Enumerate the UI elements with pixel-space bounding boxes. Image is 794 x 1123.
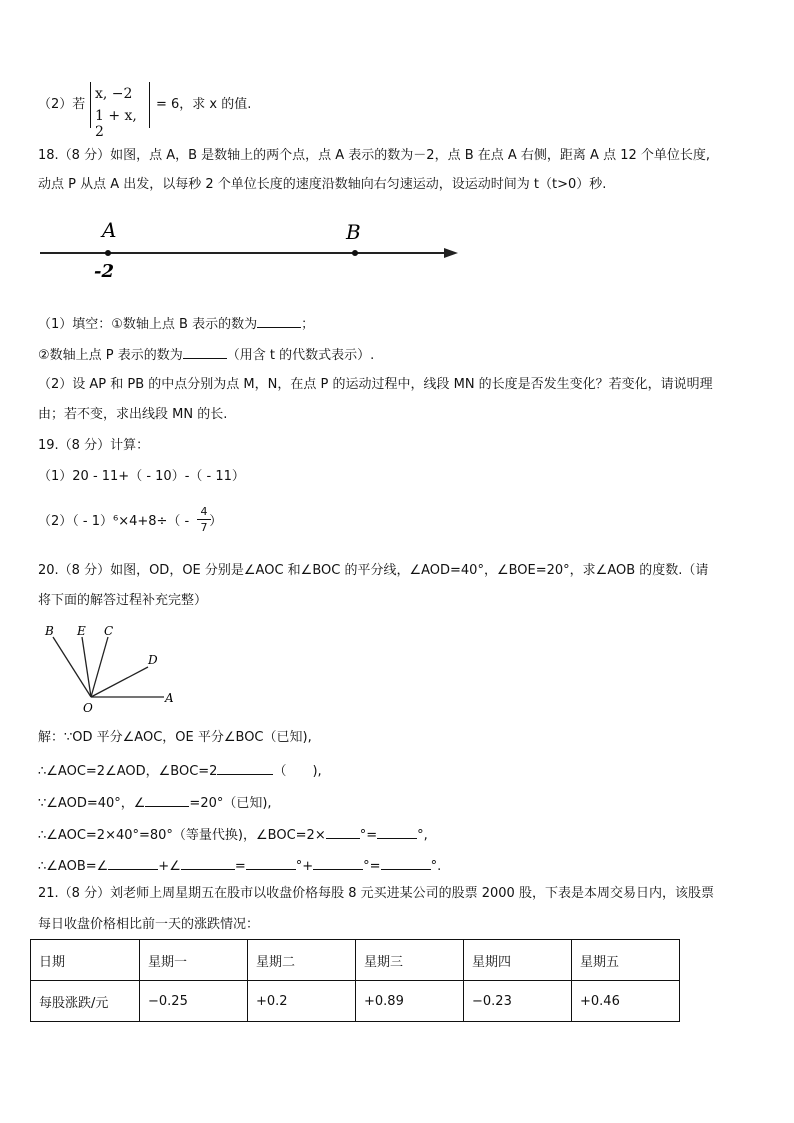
fig-label-o: O	[83, 701, 93, 715]
q18-fill2	[38, 344, 374, 365]
table-row	[31, 981, 680, 1022]
q20-sol4-suffix: °,	[417, 828, 428, 843]
q17-part2-prefix: （2）若	[38, 97, 86, 112]
q19-part2-suffix: ）	[209, 514, 223, 529]
fig-label-e: E	[77, 624, 86, 638]
q18-line2: 动点 P 从点 A 出发，以每秒 2 个单位长度的速度沿数轴向右匀速运动，设运动时间为 t（t>0）秒.	[38, 177, 607, 192]
label-b: B	[346, 220, 361, 244]
fig-label-a: A	[165, 691, 174, 705]
table-cell: +0.89	[356, 981, 464, 1022]
q20-sol4	[38, 824, 428, 845]
q21-line2: 每日收盘价格相比前一天的涨跌情况：	[38, 917, 260, 932]
q20-sol4-prefix: ∴∠AOC=2×40°=80°（等量代换)，∠BOC=2×	[38, 828, 326, 843]
table-header-cell: 星期一	[140, 940, 248, 981]
q20-sol2-suffix: （ ),	[273, 764, 322, 779]
q18-part2-line1: （2）设 AP 和 PB 的中点分别为点 M，N，在点 P 的运动过程中，线段 MN 的长度是否发生变化？若变化，请说明理	[38, 377, 713, 392]
table-cell: −0.23	[464, 981, 572, 1022]
q18-fill2-suffix: （用含 t 的代数式表示）.	[226, 348, 375, 363]
q17-part2-suffix-line	[156, 96, 251, 114]
angle-figure	[38, 622, 198, 717]
q20-sol5-end: °.	[430, 859, 442, 874]
table-header-cell: 星期五	[572, 940, 680, 981]
table-cell: +0.46	[572, 981, 680, 1022]
table-header-cell: 星期二	[248, 940, 356, 981]
q18-fill1	[38, 313, 314, 334]
q20-sol5-deg-eq: °=	[363, 859, 381, 874]
table-cell: +0.2	[248, 981, 356, 1022]
q18-fill2-prefix: ②数轴上点 P 表示的数为	[38, 348, 183, 363]
answer-blank-sol4b[interactable]	[377, 824, 417, 839]
q19-part1: （1）20 - 11+（ - 10）-（ - 11）	[38, 469, 245, 484]
q19-part2-prefix: （2）（ - 1）⁶×4+8÷（ -	[38, 514, 190, 529]
answer-blank-sol4a[interactable]	[326, 824, 360, 839]
fraction-numerator: 4	[200, 505, 208, 518]
q20-line2: 将下面的解答过程补充完整）	[38, 593, 208, 608]
q20-sol5-eq: =	[234, 859, 246, 874]
fig-label-c: C	[104, 624, 114, 638]
label-a-value: -2	[94, 261, 114, 282]
q18-fill1-suffix: ；	[301, 317, 315, 332]
q19-title: 19.（8 分）计算：	[38, 438, 150, 453]
fraction	[197, 505, 211, 534]
q18-part2-line2: 由；若不变，求出线段 MN 的长.	[38, 407, 228, 422]
q17-part2	[38, 96, 85, 114]
det-row2: 1 + x, 2	[95, 108, 137, 140]
q18-line1: 18.（8 分）如图，点 A，B 是数轴上的两个点，点 A 表示的数为－2，点 B 在点 A 右侧，距离 A 点 12 个单位长度,	[38, 148, 711, 163]
answer-blank-sol5c[interactable]	[246, 855, 296, 870]
q20-sol2	[38, 760, 322, 781]
table-header-row	[31, 940, 680, 981]
q20-sol5	[38, 855, 441, 876]
answer-blank-sol5d[interactable]	[313, 855, 363, 870]
q20-sol1: 解：∵OD 平分∠AOC，OE 平分∠BOC（已知),	[38, 730, 312, 745]
table-cell: 每股涨跌/元	[31, 981, 140, 1022]
answer-blank-sol3[interactable]	[145, 792, 189, 807]
point-b	[352, 250, 358, 256]
q20-sol3-suffix: =20°（已知),	[189, 796, 272, 811]
fig-label-b: B	[45, 624, 54, 638]
table-header-cell: 星期三	[356, 940, 464, 981]
fraction-denominator: 7	[200, 521, 208, 534]
q20-sol4-mid: °=	[359, 828, 378, 843]
determinant	[90, 82, 150, 140]
q19-part2	[38, 513, 222, 531]
q20-sol5-prefix: ∴∠AOB=∠	[38, 859, 109, 874]
answer-blank-sol5b[interactable]	[181, 855, 235, 870]
answer-blank-sol2[interactable]	[217, 760, 273, 775]
answer-blank-sol5a[interactable]	[108, 855, 158, 870]
label-a: A	[102, 218, 117, 242]
q18-fill1-prefix: （1）填空：①数轴上点 B 表示的数为	[38, 317, 258, 332]
table-header-cell: 日期	[31, 940, 140, 981]
answer-blank-p[interactable]	[183, 344, 227, 359]
price-change-table	[30, 939, 680, 1022]
q20-sol5-deg-plus: °+	[295, 859, 314, 874]
fig-label-d: D	[148, 653, 158, 667]
q20-sol3-prefix: ∵∠AOD=40°，∠	[38, 796, 146, 811]
answer-blank-sol5e[interactable]	[381, 855, 431, 870]
q17-part2-suffix: = 6，求 x 的值.	[156, 97, 252, 112]
q20-sol3	[38, 792, 272, 813]
number-line-figure	[38, 215, 478, 285]
table-cell: −0.25	[140, 981, 248, 1022]
det-row1: x, −2	[95, 86, 133, 102]
point-a	[105, 250, 111, 256]
q20-line1: 20.（8 分）如图，OD，OE 分别是∠AOC 和∠BOC 的平分线，∠AOD=40°，∠BOE=20°，求∠AOB 的度数.（请	[38, 563, 709, 578]
q20-sol2-prefix: ∴∠AOC=2∠AOD，∠BOC=2	[38, 764, 218, 779]
table-header-cell: 星期四	[464, 940, 572, 981]
answer-blank-b[interactable]	[257, 313, 301, 328]
q21-line1: 21.（8 分）刘老师上周星期五在股市以收盘价格每股 8 元买进某公司的股票 2000 股，下表是本周交易日内，该股票	[38, 886, 714, 901]
q20-sol5-plus: +∠	[158, 859, 181, 874]
